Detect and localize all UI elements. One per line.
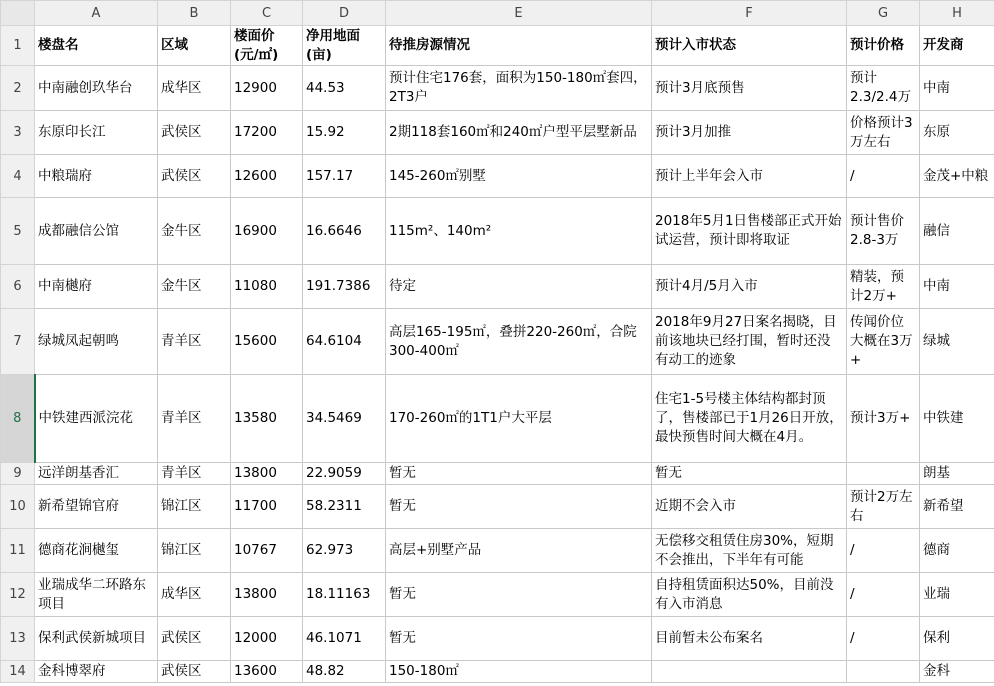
column-header-d[interactable]: D: [303, 1, 386, 26]
cell-h1[interactable]: 开发商: [920, 26, 994, 66]
cell-g6[interactable]: 精装，预计2万+: [847, 265, 920, 309]
cell-h13[interactable]: 保利: [920, 617, 994, 661]
cell-a7[interactable]: 绿城凤起朝鸣: [35, 309, 158, 375]
cell-b4[interactable]: 武侯区: [158, 155, 231, 198]
cell-b8[interactable]: 青羊区: [158, 375, 231, 463]
row-header[interactable]: 14: [1, 661, 35, 683]
cell-b14[interactable]: 武侯区: [158, 661, 231, 683]
cell-b11[interactable]: 锦江区: [158, 529, 231, 573]
table-row: [1, 617, 994, 661]
cell-a10[interactable]: 新希望锦官府: [35, 485, 158, 529]
cell-f12[interactable]: 自持租赁面积达50%，目前没有入市消息: [652, 573, 847, 617]
cell-e7[interactable]: 高层165-195㎡，叠拼220-260㎡，合院300-400㎡: [386, 309, 652, 375]
row-header[interactable]: 10: [1, 485, 35, 529]
cell-e8[interactable]: 170-260㎡的1T1户大平层: [386, 375, 652, 463]
cell-c8[interactable]: 13580: [231, 375, 303, 463]
cell-g9[interactable]: [847, 463, 920, 485]
cell-f6[interactable]: 预计4月/5月入市: [652, 265, 847, 309]
cell-d14[interactable]: 48.82: [303, 661, 386, 683]
cell-h7[interactable]: 绿城: [920, 309, 994, 375]
cell-c5[interactable]: 16900: [231, 198, 303, 265]
column-header-b[interactable]: B: [158, 1, 231, 26]
cell-h14[interactable]: 金科: [920, 661, 994, 683]
cell-f8[interactable]: 住宅1-5号楼主体结构都封顶了，售楼部已于1月26日开放，最快预售时间大概在4月。: [652, 375, 847, 463]
cell-a8[interactable]: 中铁建西派浣花: [35, 375, 158, 463]
cell-a13[interactable]: 保利武侯新城项目: [35, 617, 158, 661]
row-header[interactable]: 8: [1, 375, 35, 463]
cell-d5[interactable]: 16.6646: [303, 198, 386, 265]
cell-a4[interactable]: 中粮瑞府: [35, 155, 158, 198]
cell-f7[interactable]: 2018年9月27日案名揭晓，目前该地块已经打围，暂时还没有动工的迹象: [652, 309, 847, 375]
cell-h6[interactable]: 中南: [920, 265, 994, 309]
row-header[interactable]: 9: [1, 463, 35, 485]
row-header[interactable]: 11: [1, 529, 35, 573]
table-row: [1, 485, 994, 529]
cell-e9[interactable]: 暂无: [386, 463, 652, 485]
table-row: [1, 198, 994, 265]
cell-c1[interactable]: 楼面价(元/㎡): [231, 26, 303, 66]
cell-g12[interactable]: /: [847, 573, 920, 617]
cell-e13[interactable]: 暂无: [386, 617, 652, 661]
row-header[interactable]: 2: [1, 66, 35, 111]
row-header[interactable]: 3: [1, 111, 35, 155]
cell-g11[interactable]: /: [847, 529, 920, 573]
cell-c3[interactable]: 17200: [231, 111, 303, 155]
cell-b9[interactable]: 青羊区: [158, 463, 231, 485]
cell-a12[interactable]: 业瑞成华二环路东项目: [35, 573, 158, 617]
cell-e4[interactable]: 145-260㎡别墅: [386, 155, 652, 198]
cell-f11[interactable]: 无偿移交租赁住房30%，短期不会推出，下半年有可能: [652, 529, 847, 573]
cell-b1[interactable]: 区域: [158, 26, 231, 66]
cell-e12[interactable]: 暂无: [386, 573, 652, 617]
cell-d7[interactable]: 64.6104: [303, 309, 386, 375]
row-header[interactable]: 4: [1, 155, 35, 198]
cell-d6[interactable]: 191.7386: [303, 265, 386, 309]
cell-d13[interactable]: 46.1071: [303, 617, 386, 661]
cell-h8[interactable]: 中铁建: [920, 375, 994, 463]
cell-g3[interactable]: 价格预计3万左右: [847, 111, 920, 155]
cell-f3[interactable]: 预计3月加推: [652, 111, 847, 155]
cell-c6[interactable]: 11080: [231, 265, 303, 309]
cell-c11[interactable]: 10767: [231, 529, 303, 573]
cell-c12[interactable]: 13800: [231, 573, 303, 617]
cell-c10[interactable]: 11700: [231, 485, 303, 529]
cell-d12[interactable]: 18.11163: [303, 573, 386, 617]
cell-g13[interactable]: /: [847, 617, 920, 661]
cell-c9[interactable]: 13800: [231, 463, 303, 485]
column-header-g[interactable]: G: [847, 1, 920, 26]
table-row: [1, 463, 994, 485]
cell-h11[interactable]: 德商: [920, 529, 994, 573]
cell-e10[interactable]: 暂无: [386, 485, 652, 529]
cell-c14[interactable]: 13600: [231, 661, 303, 683]
cell-e1[interactable]: 待推房源情况: [386, 26, 652, 66]
cell-d2[interactable]: 44.53: [303, 66, 386, 111]
cell-b7[interactable]: 青羊区: [158, 309, 231, 375]
column-header-f[interactable]: F: [652, 1, 847, 26]
cell-b13[interactable]: 武侯区: [158, 617, 231, 661]
cell-f10[interactable]: 近期不会入市: [652, 485, 847, 529]
cell-a9[interactable]: 远洋朗基香汇: [35, 463, 158, 485]
cell-d11[interactable]: 62.973: [303, 529, 386, 573]
cell-f14[interactable]: [652, 661, 847, 683]
table-row: [1, 66, 994, 111]
select-all-corner[interactable]: [1, 1, 35, 26]
cell-h2[interactable]: 中南: [920, 66, 994, 111]
cell-e11[interactable]: 高层+别墅产品: [386, 529, 652, 573]
cell-f4[interactable]: 预计上半年会入市: [652, 155, 847, 198]
table-row: [1, 661, 994, 683]
table-row: [1, 111, 994, 155]
table-row: [1, 309, 994, 375]
table-row: [1, 265, 994, 309]
cell-f1[interactable]: 预计入市状态: [652, 26, 847, 66]
cell-a1[interactable]: 楼盘名: [35, 26, 158, 66]
cell-b3[interactable]: 武侯区: [158, 111, 231, 155]
table-row: [1, 375, 994, 463]
cell-h5[interactable]: 融信: [920, 198, 994, 265]
cell-g10[interactable]: 预计2万左右: [847, 485, 920, 529]
cell-d8[interactable]: 34.5469: [303, 375, 386, 463]
cell-h3[interactable]: 东原: [920, 111, 994, 155]
table-row: [1, 155, 994, 198]
row-header[interactable]: 12: [1, 573, 35, 617]
cell-g4[interactable]: /: [847, 155, 920, 198]
cell-e3[interactable]: 2期118套160㎡和240㎡户型平层墅新品: [386, 111, 652, 155]
cell-c2[interactable]: 12900: [231, 66, 303, 111]
cell-c4[interactable]: 12600: [231, 155, 303, 198]
column-header-row: [1, 1, 994, 26]
cell-f9[interactable]: 暂无: [652, 463, 847, 485]
row-header[interactable]: 6: [1, 265, 35, 309]
cell-h9[interactable]: 朗基: [920, 463, 994, 485]
row-header[interactable]: 1: [1, 26, 35, 66]
grid-body: [1, 26, 994, 683]
cell-g2[interactable]: 预计2.3/2.4万: [847, 66, 920, 111]
cell-a6[interactable]: 中南樾府: [35, 265, 158, 309]
cell-b10[interactable]: 锦江区: [158, 485, 231, 529]
column-header-e[interactable]: E: [386, 1, 652, 26]
cell-d1[interactable]: 净用地面(亩): [303, 26, 386, 66]
cell-g5[interactable]: 预计售价2.8-3万: [847, 198, 920, 265]
cell-b6[interactable]: 金牛区: [158, 265, 231, 309]
cell-b12[interactable]: 成华区: [158, 573, 231, 617]
cell-d4[interactable]: 157.17: [303, 155, 386, 198]
cell-a5[interactable]: 成都融信公馆: [35, 198, 158, 265]
cell-d3[interactable]: 15.92: [303, 111, 386, 155]
cell-h12[interactable]: 业瑞: [920, 573, 994, 617]
table-row: [1, 26, 994, 66]
cell-g8[interactable]: 预计3万+: [847, 375, 920, 463]
cell-c13[interactable]: 12000: [231, 617, 303, 661]
cell-g7[interactable]: 传闻价位大概在3万+: [847, 309, 920, 375]
cell-h10[interactable]: 新希望: [920, 485, 994, 529]
cell-a3[interactable]: 东原印长江: [35, 111, 158, 155]
cell-a14[interactable]: 金科博翠府: [35, 661, 158, 683]
row-header[interactable]: 5: [1, 198, 35, 265]
cell-g14[interactable]: [847, 661, 920, 683]
cell-b5[interactable]: 金牛区: [158, 198, 231, 265]
cell-b2[interactable]: 成华区: [158, 66, 231, 111]
cell-h4[interactable]: 金茂+中粮: [920, 155, 994, 198]
cell-f5[interactable]: 2018年5月1日售楼部正式开始试运营，预计即将取证: [652, 198, 847, 265]
cell-e5[interactable]: 115m²、140m²: [386, 198, 652, 265]
cell-a11[interactable]: 德商花涧樾玺: [35, 529, 158, 573]
cell-e14[interactable]: 150-180㎡: [386, 661, 652, 683]
cell-c7[interactable]: 15600: [231, 309, 303, 375]
cell-d9[interactable]: 22.9059: [303, 463, 386, 485]
cell-a2[interactable]: 中南融创玖华台: [35, 66, 158, 111]
row-header[interactable]: 13: [1, 617, 35, 661]
table-row: [1, 573, 994, 617]
cell-f13[interactable]: 目前暂未公布案名: [652, 617, 847, 661]
cell-g1[interactable]: 预计价格: [847, 26, 920, 66]
cell-d10[interactable]: 58.2311: [303, 485, 386, 529]
column-header-a[interactable]: A: [35, 1, 158, 26]
column-header-h[interactable]: H: [920, 1, 994, 26]
row-header[interactable]: 7: [1, 309, 35, 375]
cell-e6[interactable]: 待定: [386, 265, 652, 309]
column-header-c[interactable]: C: [231, 1, 303, 26]
table-row: [1, 529, 994, 573]
cell-e2[interactable]: 预计住宅176套，面积为150-180㎡套四，2T3户: [386, 66, 652, 111]
cell-f2[interactable]: 预计3月底预售: [652, 66, 847, 111]
